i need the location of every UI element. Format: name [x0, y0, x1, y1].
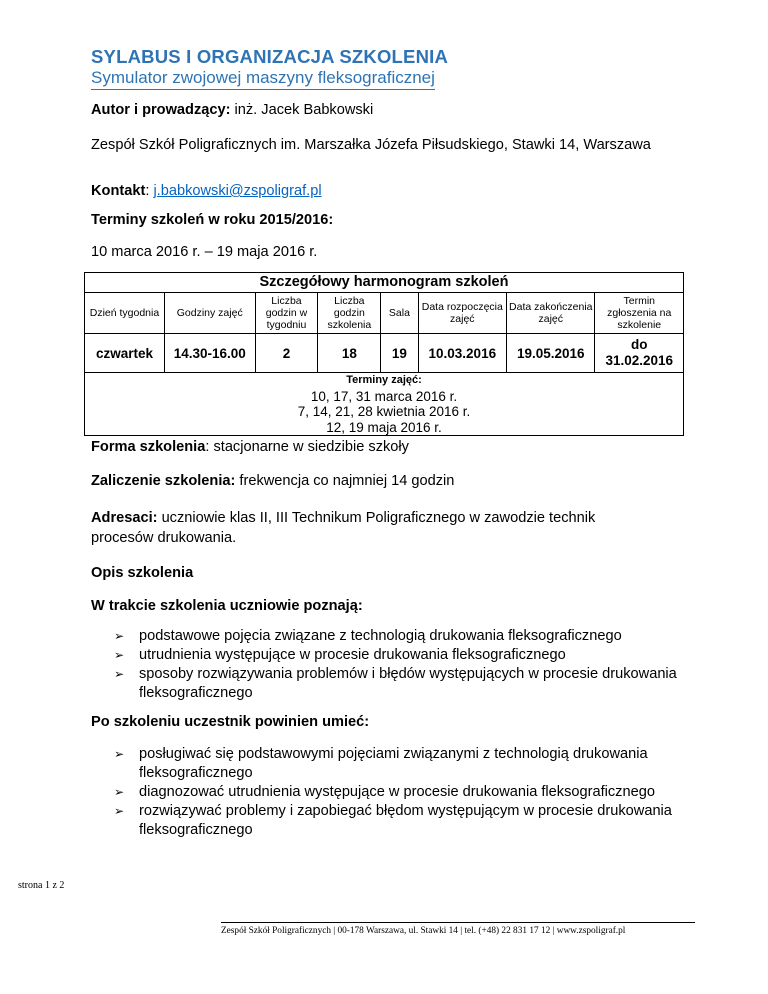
arrow-bullet-icon: ➢ — [114, 648, 125, 662]
list-item — [114, 783, 684, 802]
contact-label: Kontakt — [91, 183, 146, 199]
header-total-hours: Liczba godzin szkolenia — [318, 293, 381, 334]
schedule-data-row — [85, 334, 684, 373]
deadline-prefix: do — [630, 337, 648, 352]
cell-end-date: 19.05.2016 — [507, 334, 595, 373]
list-item-text: posługiwać się podstawowymi pojęciami związanymi z technologią drukowania fleksograficznego — [139, 746, 648, 781]
learn-heading-text: W trakcie szkolenia uczniowie poznają: — [91, 598, 363, 614]
page-footer: Zespół Szkół Poligraficznych | 00-178 Warszawa, ul. Stawki 14 | tel. (+48) 22 831 17 12 | www.zspoligraf.pl — [221, 926, 626, 936]
author-value: inż. Jacek Babkowski — [230, 102, 374, 118]
list-item — [114, 646, 684, 665]
cell-hours-per-week: 2 — [255, 334, 318, 373]
arrow-bullet-icon: ➢ — [114, 667, 125, 681]
skills-list — [114, 745, 684, 840]
header-start-date: Data rozpoczęcia zajęć — [418, 293, 506, 334]
contact-email-link[interactable]: j.babkowski@zspoligraf.pl — [153, 183, 322, 199]
schedule-title: Szczegółowy harmonogram szkoleń — [85, 273, 684, 293]
contact-line — [91, 181, 322, 201]
audience-line — [91, 508, 651, 548]
description-heading — [91, 563, 193, 583]
deadline-date: 31.02.2016 — [605, 353, 674, 368]
list-item — [114, 745, 684, 783]
terms-heading — [91, 210, 333, 230]
list-item-text: diagnozować utrudnienia występujące w procesie drukowania fleksograficznego — [139, 784, 655, 800]
schedule-notes — [85, 373, 684, 436]
header-day: Dzień tygodnia — [85, 293, 165, 334]
skills-heading-text: Po szkoleniu uczestnik powinien umieć: — [91, 714, 370, 730]
form-label: Forma szkolenia — [91, 439, 206, 455]
cell-total-hours: 18 — [318, 334, 381, 373]
cell-hours: 14.30-16.00 — [164, 334, 255, 373]
cell-start-date: 10.03.2016 — [418, 334, 506, 373]
skills-heading — [91, 712, 369, 732]
term-range: 10 marca 2016 r. – 19 maja 2016 r. — [91, 244, 318, 260]
page-number: strona 1 z 2 — [18, 880, 65, 891]
school-address: Zespół Szkół Poligraficznych im. Marszałka Józefa Piłsudskiego, Stawki 14, Warszawa — [91, 137, 651, 153]
header-room: Sala — [381, 293, 418, 334]
audience-value: uczniowie klas II, III Technikum Poligraficznego w zawodzie technik procesów drukowania. — [91, 510, 596, 546]
header-hours: Godziny zajęć — [164, 293, 255, 334]
notes-line: 10, 17, 31 marca 2016 r. — [310, 388, 458, 404]
arrow-bullet-icon: ➢ — [114, 785, 125, 799]
form-line — [91, 437, 409, 457]
credit-value: frekwencja co najmniej 14 godzin — [235, 473, 455, 489]
list-item-text: rozwiązywać problemy i zapobiegać błędom występującym w procesie drukowania fleksograficznego — [139, 803, 672, 838]
credit-label: Zaliczenie szkolenia: — [91, 473, 236, 489]
cell-deadline — [595, 334, 684, 373]
contact-separator: : — [145, 183, 154, 199]
list-item — [114, 802, 684, 840]
arrow-bullet-icon: ➢ — [114, 747, 125, 761]
list-item-text: podstawowe pojęcia związane z technologią drukowania fleksograficznego — [139, 628, 622, 644]
cell-room: 19 — [381, 334, 418, 373]
schedule-notes-row — [85, 373, 684, 436]
list-item-text: utrudnienia występujące w procesie drukowania fleksograficznego — [139, 647, 566, 663]
arrow-bullet-icon: ➢ — [114, 629, 125, 643]
description-heading-text: Opis szkolenia — [91, 565, 194, 581]
header-end-date: Data zakończenia zajęć — [507, 293, 595, 334]
notes-label: Terminy zajęć: — [346, 374, 422, 386]
notes-line: 12, 19 maja 2016 r. — [326, 419, 442, 435]
list-item — [114, 627, 684, 646]
footer-divider — [221, 922, 695, 923]
learn-heading — [91, 596, 363, 616]
credit-line — [91, 471, 454, 491]
header-deadline: Termin zgłoszenia na szkolenie — [595, 293, 684, 334]
list-item-text: sposoby rozwiązywania problemów i błędów występujących w procesie drukowania fleksograficznego — [139, 666, 677, 701]
audience-label: Adresaci: — [91, 510, 158, 526]
author-label: Autor i prowadzący: — [91, 102, 231, 118]
form-value: : stacjonarne w siedzibie szkoły — [205, 439, 409, 455]
learn-list — [114, 627, 684, 703]
terms-heading-text: Terminy szkoleń w roku 2015/2016: — [91, 212, 334, 228]
schedule-table — [84, 272, 684, 436]
author-line — [91, 100, 373, 120]
arrow-bullet-icon: ➢ — [114, 804, 125, 818]
header-hours-per-week: Liczba godzin w tygodniu — [255, 293, 318, 334]
list-item — [114, 665, 684, 703]
cell-day: czwartek — [85, 334, 165, 373]
schedule-header-row — [85, 293, 684, 334]
document-title: SYLABUS I ORGANIZACJA SZKOLENIA — [91, 46, 449, 67]
document-subtitle: Symulator zwojowej maszyny fleksograficznej — [91, 68, 435, 90]
notes-line: 7, 14, 21, 28 kwietnia 2016 r. — [297, 404, 471, 419]
